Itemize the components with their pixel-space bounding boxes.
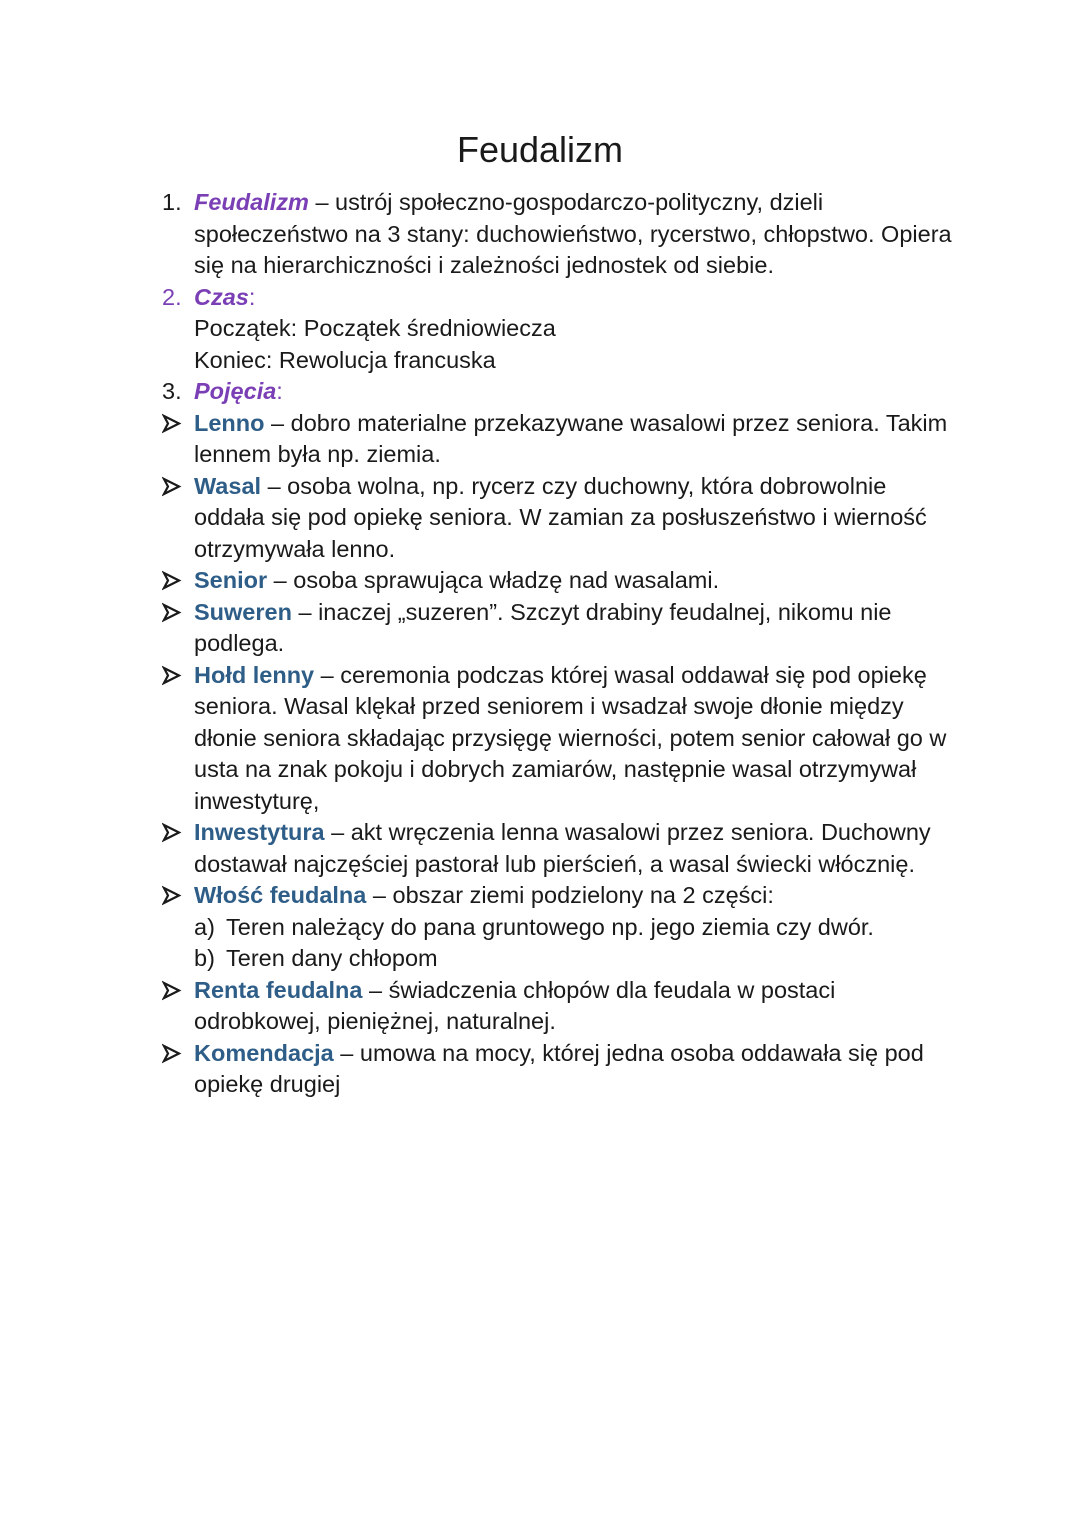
item-number: 3. [162,378,182,404]
term-item-senior [162,565,962,597]
document-title: Feudalizm [456,129,624,170]
term-name: Inwestytura [194,819,325,845]
arrowhead-bullet-icon [162,408,184,440]
arrowhead-bullet-icon [162,565,184,597]
term-name: Komendacja [194,1039,334,1066]
term-item-hold-lenny [162,660,962,818]
definition-text: – umowa na mocy, której jedna osoba oddawała się pod opiekę drugiej [194,1039,924,1097]
term-item-suweren [162,597,962,660]
time-start-line: Początek: Początek średniowiecza [194,315,556,341]
arrowhead-bullet-icon [162,880,184,912]
arrowhead-bullet-icon [162,1038,184,1070]
definition-text: – inaczej „suzeren”. Szczyt drabiny feudalnej, nikomu nie podlega. [194,598,892,656]
definition-text: – akt wręczenia lenna wasalowi przez seniora. Duchowny dostawał najczęściej pastorał lub pierścień, a wasal świecki włócznię. [194,819,931,877]
term-colon: : [276,378,283,404]
arrowhead-bullet-icon [162,975,184,1007]
term-name: Lenno [194,409,265,436]
definition-text: – osoba wolna, np. rycerz czy duchowny, która dobrowolnie oddała się pod opiekę seniora. W zamian za posłuszeństwo i wierność otrzymywała lenno. [194,472,927,562]
term-item-inwestytura [162,817,962,880]
term-name: Renta feudalna [194,976,363,1003]
term-name: Hołd lenny [194,661,315,688]
term-czas: Czas [194,283,249,310]
term-name: Wasal [194,472,262,499]
time-end-line: Koniec: Rewolucja francuska [194,346,496,373]
term-colon: : [248,283,256,310]
term-item-wlosc-feudalna [162,880,962,975]
sub-item-marker: b) [194,945,215,971]
sub-item-b [194,943,962,975]
term-item-komendacja [162,1038,962,1101]
definition-text: – obszar ziemi podzielony na 2 części: [366,882,774,908]
term-item-wasal [162,471,962,566]
term-item-renta-feudalna [162,975,962,1038]
definition-text: – ceremonia podczas której wasal oddawał się pod opiekę seniora. Wasal klękał przed seniorem i wsadzał swoje dłonie między dłonie seniora składając przysięgę wierności, potem senior całował go w usta na znak pokoju i dobrych zamiarów, następnie wasal otrzymywał inwestyturę, [194,661,947,814]
arrowhead-bullet-icon [162,817,184,849]
sub-item-a [194,912,962,944]
term-name: Senior [194,567,268,593]
term-name: Włość feudalna [194,882,367,908]
term-pojecia: Pojęcia [194,378,277,404]
definition-text: – dobro materialne przekazywane wasalowi przez seniora. Takim lennem była np. ziemia. [194,409,948,467]
sub-item-text: Teren dany chłopom [226,945,438,971]
definition-text: – ustrój społeczno-gospodarczo-polityczny, dzieli społeczeństwo na 3 stany: duchowieństwo, rycerstwo, chłopstwo. Opiera się na hierarchiczności i zależności jednostek od siebie. [194,189,952,278]
term-item-lenno [162,408,962,471]
arrowhead-bullet-icon [162,471,184,503]
numbered-item-2 [162,282,962,377]
definition-text: – osoba sprawująca władzę nad wasalami. [267,567,720,593]
definition-text: – świadczenia chłopów dla feudala w postaci odrobkowej, pieniężnej, naturalnej. [194,976,836,1034]
term-feudalizm: Feudalizm [194,189,309,215]
arrowhead-bullet-icon [162,597,184,629]
numbered-item-3 [162,376,962,408]
sub-item-marker: a) [194,913,215,940]
document-body [162,187,962,1101]
sub-item-text: Teren należący do pana gruntowego np. jego ziemia czy dwór. [226,913,874,940]
term-name: Suweren [194,598,292,625]
arrowhead-bullet-icon [162,660,184,692]
numbered-item-1 [162,187,962,282]
item-number: 1. [162,189,182,215]
item-number: 2. [162,283,182,310]
